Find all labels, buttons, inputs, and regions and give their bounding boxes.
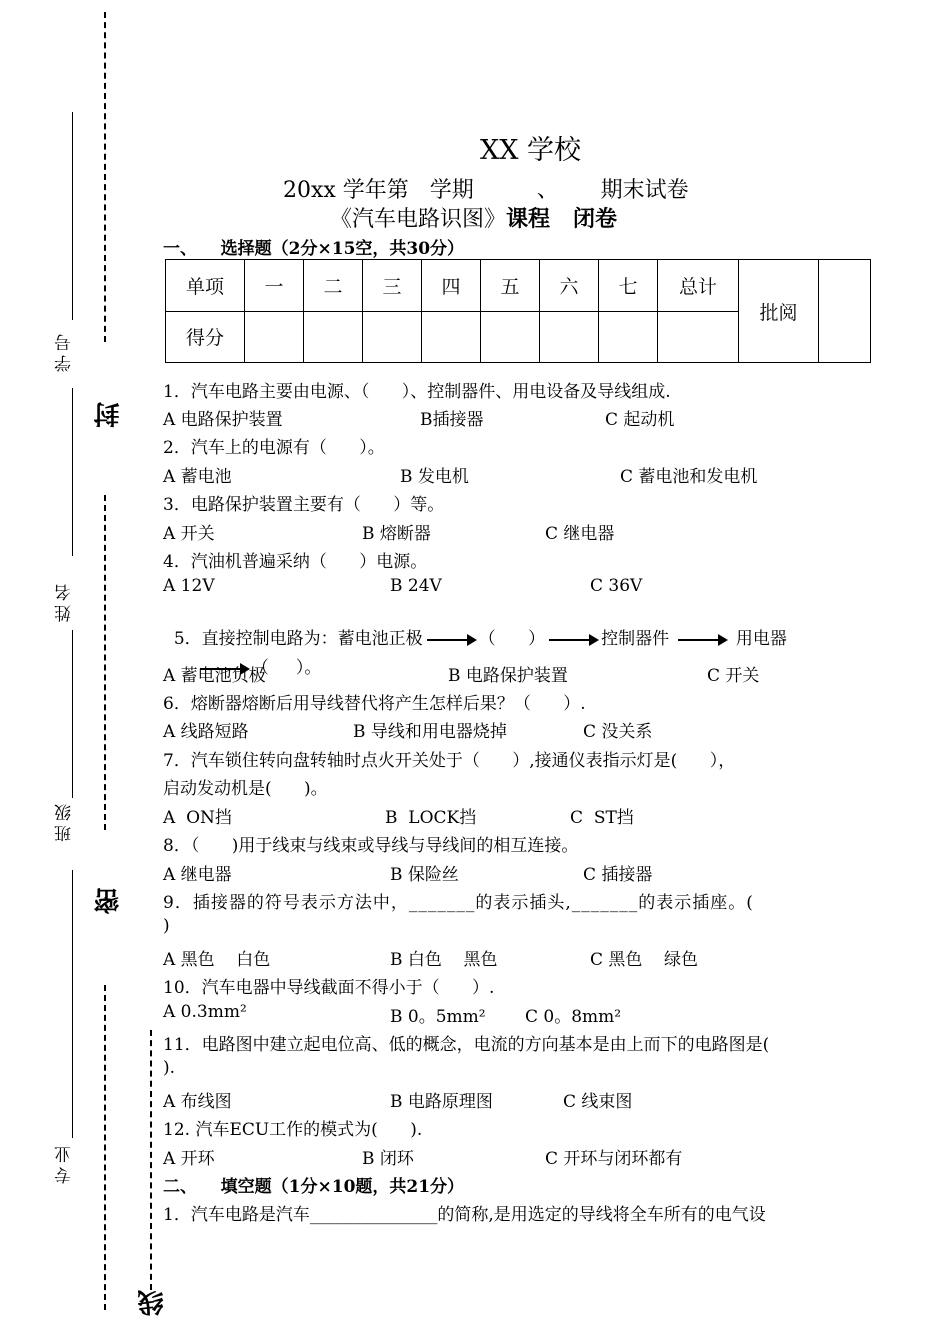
q3-option-c: C 继电器 — [545, 524, 615, 544]
q8-option-a: A 继电器 — [163, 865, 232, 885]
score-table — [165, 259, 871, 363]
question-2: 2．汽车上的电源有（ ）。 — [163, 438, 385, 458]
q10-option-c: C 0。8mm² — [525, 1007, 622, 1027]
q9-option-a: A 黑色 白色 — [163, 950, 271, 970]
score-cell-blank[interactable] — [363, 311, 422, 363]
q2-option-c: C 蓄电池和发电机 — [620, 467, 758, 487]
q8-option-c: C 插接器 — [583, 865, 653, 885]
question-9-line2: ) — [163, 916, 170, 936]
q7-option-c: C ST挡 — [570, 808, 634, 828]
score-cell-header-3: 三 — [363, 260, 422, 312]
q4-option-b: B 24V — [390, 576, 442, 596]
q10-option-a: A 0.3mm² — [163, 1002, 247, 1022]
q6-option-b: B 导线和用电器烧掉 — [353, 722, 507, 742]
score-cell-header-item: 单项 — [166, 260, 245, 312]
q5-option-c: C 开关 — [707, 666, 760, 686]
q5-part-d: 用电器 — [735, 629, 787, 649]
name-label: 姓名 — [55, 580, 75, 622]
q7-option-a: A ON挡 — [163, 808, 232, 828]
score-row-label: 得分 — [166, 311, 245, 363]
margin-dashed-line-bottom — [104, 985, 106, 1310]
arrow-right-icon — [427, 639, 475, 641]
q6-option-a: A 线路短路 — [163, 722, 249, 742]
question-4: 4．汽油机普遍采纳（ ）电源。 — [163, 552, 428, 572]
section2-title: 二、 填空题（1分×10题，共21分） — [163, 1177, 465, 1197]
q3-option-b: B 熔断器 — [362, 524, 431, 544]
q1-option-a: A 电路保护装置 — [163, 410, 283, 430]
major-underline — [72, 870, 73, 1138]
arrow-right-icon — [549, 639, 597, 641]
score-cell-blank[interactable] — [540, 311, 599, 363]
course-name: 《汽车电路识图》 — [330, 207, 507, 232]
score-cell-header-2: 二 — [304, 260, 363, 312]
question-7-line1: 7．汽车锁住转向盘转轴时点火开关处于（ ）,接通仪表指示灯是( ）， — [163, 751, 736, 771]
score-cell-blank[interactable] — [245, 311, 304, 363]
q5-part-b: （ ） — [478, 629, 546, 649]
score-cell-blank[interactable] — [481, 311, 540, 363]
term-line: 20xx 学年第 学期 、 期末试卷 — [283, 178, 689, 203]
student-id-label: 学号 — [55, 330, 75, 372]
q5-part-e: （ ）。 — [251, 658, 322, 678]
q9-option-b: B 白色 黑色 — [390, 950, 498, 970]
score-cell-header-7: 七 — [599, 260, 658, 312]
question-10: 10．汽车电器中导线截面不得小于（ ）. — [163, 978, 495, 998]
score-cell-blank[interactable] — [422, 311, 481, 363]
q5-part-c: 控制器件 — [601, 629, 670, 649]
course-line — [330, 202, 617, 233]
score-cell-header-total: 总计 — [658, 260, 739, 312]
score-cell-blank[interactable] — [304, 311, 363, 363]
q11-option-a: A 布线图 — [163, 1092, 232, 1112]
review-cell: 批阅 — [739, 260, 819, 363]
school-title: XX 学校 — [480, 135, 582, 166]
question-6: 6．熔断器熔断后用导线替代将产生怎样后果？（ ）. — [163, 694, 586, 714]
student-id-underline — [72, 112, 73, 320]
q5-option-a: A 蓄电池负极 — [163, 666, 266, 686]
seal-dashed-line — [150, 1030, 152, 1290]
name-underline — [72, 388, 73, 556]
question-12: 12. 汽车ECU工作的模式为( ). — [163, 1120, 423, 1140]
question-1: 1．汽车电路主要由电源、（ ）、控制器件、用电设备及导线组成. — [163, 382, 671, 402]
q12-option-a: A 开环 — [163, 1149, 215, 1169]
seal-char-mi: 密 — [94, 888, 124, 914]
q10-option-b: B 0。5mm² — [390, 1007, 486, 1027]
q4-option-c: C 36V — [590, 576, 643, 596]
question-7-line2: 启动发动机是( )。 — [163, 779, 328, 799]
course-mode: 课程 闭卷 — [506, 206, 617, 232]
question-11-line1: 11．电路图中建立起电位高、低的概念，电流的方向基本是由上而下的电路图是( — [163, 1035, 770, 1055]
question-9-line1: 9．插接器的符号表示方法中，_______的表示插头,_______的表示插座。( — [163, 893, 754, 913]
q2-option-a: A 蓄电池 — [163, 467, 232, 487]
q8-option-b: B 保险丝 — [390, 865, 459, 885]
score-cell-header-5: 五 — [481, 260, 540, 312]
q1-option-b: B插接器 — [420, 410, 484, 430]
q5-part-a: 5．直接控制电路为：蓄电池正极 — [173, 629, 423, 649]
question-11-line2: ). — [163, 1058, 176, 1078]
score-cell-header-6: 六 — [540, 260, 599, 312]
question-3: 3．电路保护装置主要有（ ）等。 — [163, 495, 445, 515]
q11-option-b: B 电路原理图 — [390, 1092, 493, 1112]
seal-char-feng: 封 — [94, 402, 124, 428]
q4-option-a: A 12V — [163, 576, 215, 596]
q7-option-b: B LOCK挡 — [385, 808, 477, 828]
section1-title: 一、 选择题（2分×15空，共30分） — [163, 239, 465, 259]
arrow-right-icon — [678, 639, 726, 641]
q5-option-b: B 电路保护装置 — [448, 666, 568, 686]
fill-question-1: 1．汽车电路是汽车_______________的简称,是用选定的导线将全车所有的电气设 — [163, 1205, 766, 1225]
margin-dashed-line-top — [104, 12, 106, 342]
q12-option-b: B 闭环 — [362, 1149, 414, 1169]
class-underline — [72, 630, 73, 798]
score-cell-header-1: 一 — [245, 260, 304, 312]
seal-char-xian: 线 — [138, 1290, 168, 1316]
class-label: 班级 — [55, 800, 75, 842]
q6-option-c: C 没关系 — [583, 722, 653, 742]
question-8: 8．（ )用于线束与线束或导线与导线间的相互连接。 — [163, 836, 579, 856]
q2-option-b: B 发电机 — [400, 467, 469, 487]
q3-option-a: A 开关 — [163, 524, 215, 544]
q1-option-c: C 起动机 — [605, 410, 675, 430]
major-label: 专业 — [55, 1142, 75, 1184]
score-cell-blank[interactable] — [599, 311, 658, 363]
margin-dashed-line-middle — [104, 495, 106, 830]
q9-option-c: C 黑色 绿色 — [590, 950, 699, 970]
score-cell-header-4: 四 — [422, 260, 481, 312]
q11-option-c: C 线束图 — [563, 1092, 633, 1112]
score-cell-blank[interactable] — [658, 311, 739, 363]
review-blank-cell[interactable] — [819, 260, 871, 363]
q12-option-c: C 开环与闭环都有 — [545, 1149, 683, 1169]
